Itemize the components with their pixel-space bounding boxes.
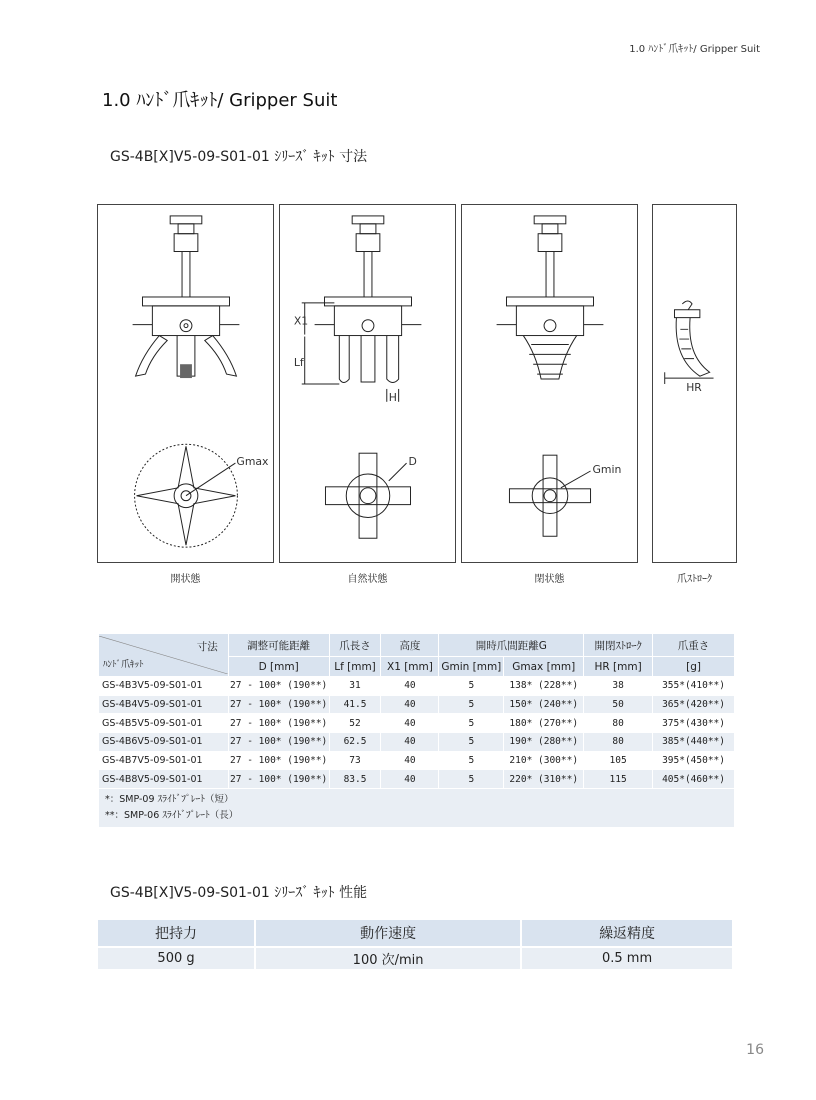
cell-gmin: 5: [439, 714, 504, 733]
cell-hr: 115: [584, 770, 653, 789]
value-speed: 100 次/min: [255, 947, 521, 969]
caption-stroke: 爪ｽﾄﾛｰｸ: [677, 574, 712, 585]
cell-gmin: 5: [439, 695, 504, 714]
cell-x1: 40: [381, 733, 439, 752]
lf-label: Lf: [293, 356, 304, 370]
table-notes: [99, 789, 735, 828]
header-gmin-unit: Gmin [mm]: [439, 657, 504, 677]
page-number: 16: [746, 1042, 764, 1058]
finger-stroke-drawing: [653, 205, 736, 562]
caption-open: 開状態: [170, 574, 201, 585]
cell-d: 27 - 100* (190**): [228, 751, 329, 770]
figure-stroke: [652, 204, 737, 563]
gripper-closed-drawing: [462, 205, 637, 562]
cell-x1: 40: [381, 677, 439, 696]
cell-hr: 80: [584, 714, 653, 733]
performance-table: [98, 920, 734, 969]
cell-lf: 52: [329, 714, 381, 733]
corner-bottom-label: ﾊﾝﾄﾞ爪ｷｯﾄ: [103, 660, 144, 670]
table-row: [99, 714, 735, 733]
row-name: GS-4B4V5-09-S01-01: [99, 695, 229, 714]
cell-gmin: 5: [439, 677, 504, 696]
gripper-natural-drawing: [280, 205, 455, 562]
figure-closed-state: [461, 204, 638, 563]
cell-d: 27 - 100* (190**): [228, 714, 329, 733]
table-row: [99, 770, 735, 789]
header-x1: 高度: [381, 634, 439, 657]
x1-label: X1: [293, 314, 309, 328]
cell-x1: 40: [381, 714, 439, 733]
figure-open-state: [97, 204, 274, 563]
cell-hr: 80: [584, 733, 653, 752]
cell-hr: 38: [584, 677, 653, 696]
cell-d: 27 - 100* (190**): [228, 770, 329, 789]
cell-weight: 385*(440**): [653, 733, 735, 752]
header-hr: 開閉ｽﾄﾛｰｸ: [584, 634, 653, 657]
note-short-plate: *：SMP-09 ｽﾗｲﾄﾞﾌﾟﾚｰﾄ（短）: [105, 794, 234, 806]
caption-closed: 閉状態: [534, 574, 565, 585]
cell-gmin: 5: [439, 733, 504, 752]
table-row: [99, 733, 735, 752]
cell-gmax: 180* (270**): [504, 714, 584, 733]
value-grip-force: 500 g: [98, 947, 255, 969]
gmax-label: Gmax: [236, 455, 269, 469]
cell-gmin: 5: [439, 751, 504, 770]
cell-gmax: 190* (280**): [504, 733, 584, 752]
row-name: GS-4B5V5-09-S01-01: [99, 714, 229, 733]
cell-x1: 40: [381, 751, 439, 770]
cell-lf: 73: [329, 751, 381, 770]
header-x1-unit: X1 [mm]: [381, 657, 439, 677]
table-row: [99, 751, 735, 770]
section-title: 1.0 ﾊﾝﾄﾞ爪ｷｯﾄ/ Gripper Suit: [102, 90, 338, 111]
cell-weight: 365*(420**): [653, 695, 735, 714]
header-d: 調整可能距離: [228, 634, 329, 657]
header-lf: 爪長さ: [329, 634, 381, 657]
gripper-open-drawing: [98, 205, 273, 562]
dimension-spec-table: [98, 633, 735, 828]
note-long-plate: **：SMP-06 ｽﾗｲﾄﾞﾌﾟﾚｰﾄ（長）: [105, 810, 239, 822]
header-lf-unit: Lf [mm]: [329, 657, 381, 677]
cell-gmax: 210* (300**): [504, 751, 584, 770]
cell-lf: 83.5: [329, 770, 381, 789]
header-weight: 爪重さ: [653, 634, 735, 657]
d-label: D: [408, 455, 417, 469]
gmin-label: Gmin: [592, 462, 622, 476]
cell-x1: 40: [381, 695, 439, 714]
cell-gmax: 138* (228**): [504, 677, 584, 696]
cell-weight: 375*(430**): [653, 714, 735, 733]
header-speed: 動作速度: [255, 920, 521, 947]
cell-lf: 62.5: [329, 733, 381, 752]
cell-lf: 31: [329, 677, 381, 696]
row-name: GS-4B3V5-09-S01-01: [99, 677, 229, 696]
row-name: GS-4B8V5-09-S01-01: [99, 770, 229, 789]
performance-heading: GS-4B[X]V5-09-S01-01 ｼﾘｰｽﾞ ｷｯﾄ 性能: [110, 885, 368, 901]
cell-d: 27 - 100* (190**): [228, 733, 329, 752]
cell-weight: 395*(450**): [653, 751, 735, 770]
corner-header: [99, 634, 229, 677]
table-row: [99, 677, 735, 696]
corner-top-label: 寸法: [196, 641, 218, 653]
cell-x1: 40: [381, 770, 439, 789]
h-label: H: [388, 390, 397, 404]
header-hr-unit: HR [mm]: [584, 657, 653, 677]
cell-weight: 405*(460**): [653, 770, 735, 789]
running-header: 1.0 ﾊﾝﾄﾞ爪ｷｯﾄ/ Gripper Suit: [629, 44, 760, 55]
dimensions-heading: GS-4B[X]V5-09-S01-01 ｼﾘｰｽﾞ ｷｯﾄ 寸法: [110, 149, 368, 165]
header-grip-force: 把持力: [98, 920, 255, 947]
row-name: GS-4B6V5-09-S01-01: [99, 733, 229, 752]
figure-natural-state: [279, 204, 456, 563]
header-weight-unit: [g]: [653, 657, 735, 677]
value-repeatability: 0.5 mm: [521, 947, 733, 969]
cell-lf: 41.5: [329, 695, 381, 714]
cell-gmax: 150* (240**): [504, 695, 584, 714]
cell-d: 27 - 100* (190**): [228, 695, 329, 714]
hr-label: HR: [686, 380, 702, 394]
cell-gmax: 220* (310**): [504, 770, 584, 789]
header-d-unit: D [mm]: [228, 657, 329, 677]
cell-hr: 50: [584, 695, 653, 714]
header-g: 開時爪間距離G: [439, 634, 584, 657]
cell-weight: 355*(410**): [653, 677, 735, 696]
row-name: GS-4B7V5-09-S01-01: [99, 751, 229, 770]
caption-natural: 自然状態: [347, 574, 388, 585]
cell-hr: 105: [584, 751, 653, 770]
cell-d: 27 - 100* (190**): [228, 677, 329, 696]
header-gmax-unit: Gmax [mm]: [504, 657, 584, 677]
cell-gmin: 5: [439, 770, 504, 789]
table-row: [99, 695, 735, 714]
notes-row: [99, 789, 735, 828]
header-repeatability: 繰返精度: [521, 920, 733, 947]
